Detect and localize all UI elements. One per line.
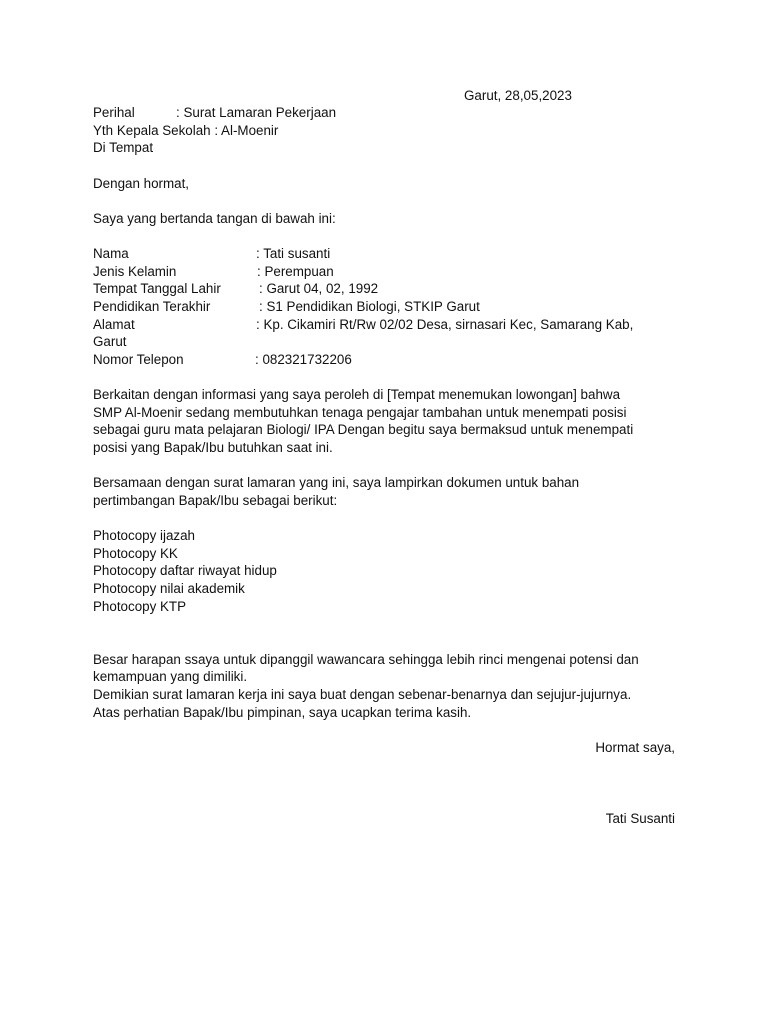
attachment-item: Photocopy nilai akademik [93,581,245,596]
attachment-item: Photocopy ijazah [93,528,195,543]
alamat-label: Alamat [93,317,135,332]
recipient-line: Yth Kepala Sekolah : Al-Moenir [93,123,279,138]
ttl-label: Tempat Tanggal Lahir [93,281,221,296]
closing-line: Atas perhatian Bapak/Ibu pimpinan, saya ucapkan terima kasih. [93,705,472,720]
signoff: Hormat saya, [595,740,675,755]
nama-value: : Tati susanti [256,246,331,261]
paragraph-1-line: posisi yang Bapak/Ibu butuhkan saat ini. [93,440,333,455]
pendidikan-label: Pendidikan Terakhir [93,299,211,314]
signature-name: Tati Susanti [605,811,675,826]
paragraph-1-line: sebagai guru mata pelajaran Biologi/ IPA Dengan begitu saya bermaksud untuk menempati [93,422,634,437]
paragraph-1-line: Berkaitan dengan informasi yang saya peroleh di [Tempat menemukan lowongan] bahwa [93,387,621,402]
jenis-kelamin-label: Jenis Kelamin [93,264,177,279]
paragraph-1-line: SMP Al-Moenir sedang membutuhkan tenaga pengajar tambahan untuk menempati posisi [93,405,627,420]
nama-label: Nama [93,246,129,261]
alamat-value: : Kp. Cikamiri Rt/Rw 02/02 Desa, sirnasari Kec, Samarang Kab, [256,317,634,332]
ttl-value: : Garut 04, 02, 1992 [259,281,379,296]
attachment-item: Photocopy KK [93,546,178,561]
jenis-kelamin-value: : Perempuan [257,264,334,279]
telepon-label: Nomor Telepon [93,352,184,367]
paragraph-2-line: Bersamaan dengan surat lamaran yang ini, saya lampirkan dokumen untuk bahan [93,475,580,490]
attachment-item: Photocopy daftar riwayat hidup [93,563,277,578]
perihal-value: : Surat Lamaran Pekerjaan [176,105,337,120]
alamat-continuation: Garut [93,334,127,349]
paragraph-2-line: pertimbangan Bapak/Ibu sebagai berikut: [93,493,338,508]
attachment-item: Photocopy KTP [93,599,187,614]
perihal-label: Perihal [93,105,135,120]
recipient-place: Di Tempat [93,140,154,155]
closing-line: Besar harapan ssaya untuk dipanggil wawancara sehingga lebih rinci mengenai potensi dan [93,652,639,667]
pendidikan-value: : S1 Pendidikan Biologi, STKIP Garut [259,299,480,314]
greeting: Dengan hormat, [93,176,190,191]
place-date: Garut, 28,05,2023 [464,88,572,103]
closing-line: kemampuan yang dimiliki. [93,669,248,684]
closing-line: Demikian surat lamaran kerja ini saya buat dengan sebenar-benarnya dan sejujur-jujurnya. [93,687,632,702]
intro-text: Saya yang bertanda tangan di bawah ini: [93,211,336,226]
telepon-value: : 082321732206 [255,352,352,367]
